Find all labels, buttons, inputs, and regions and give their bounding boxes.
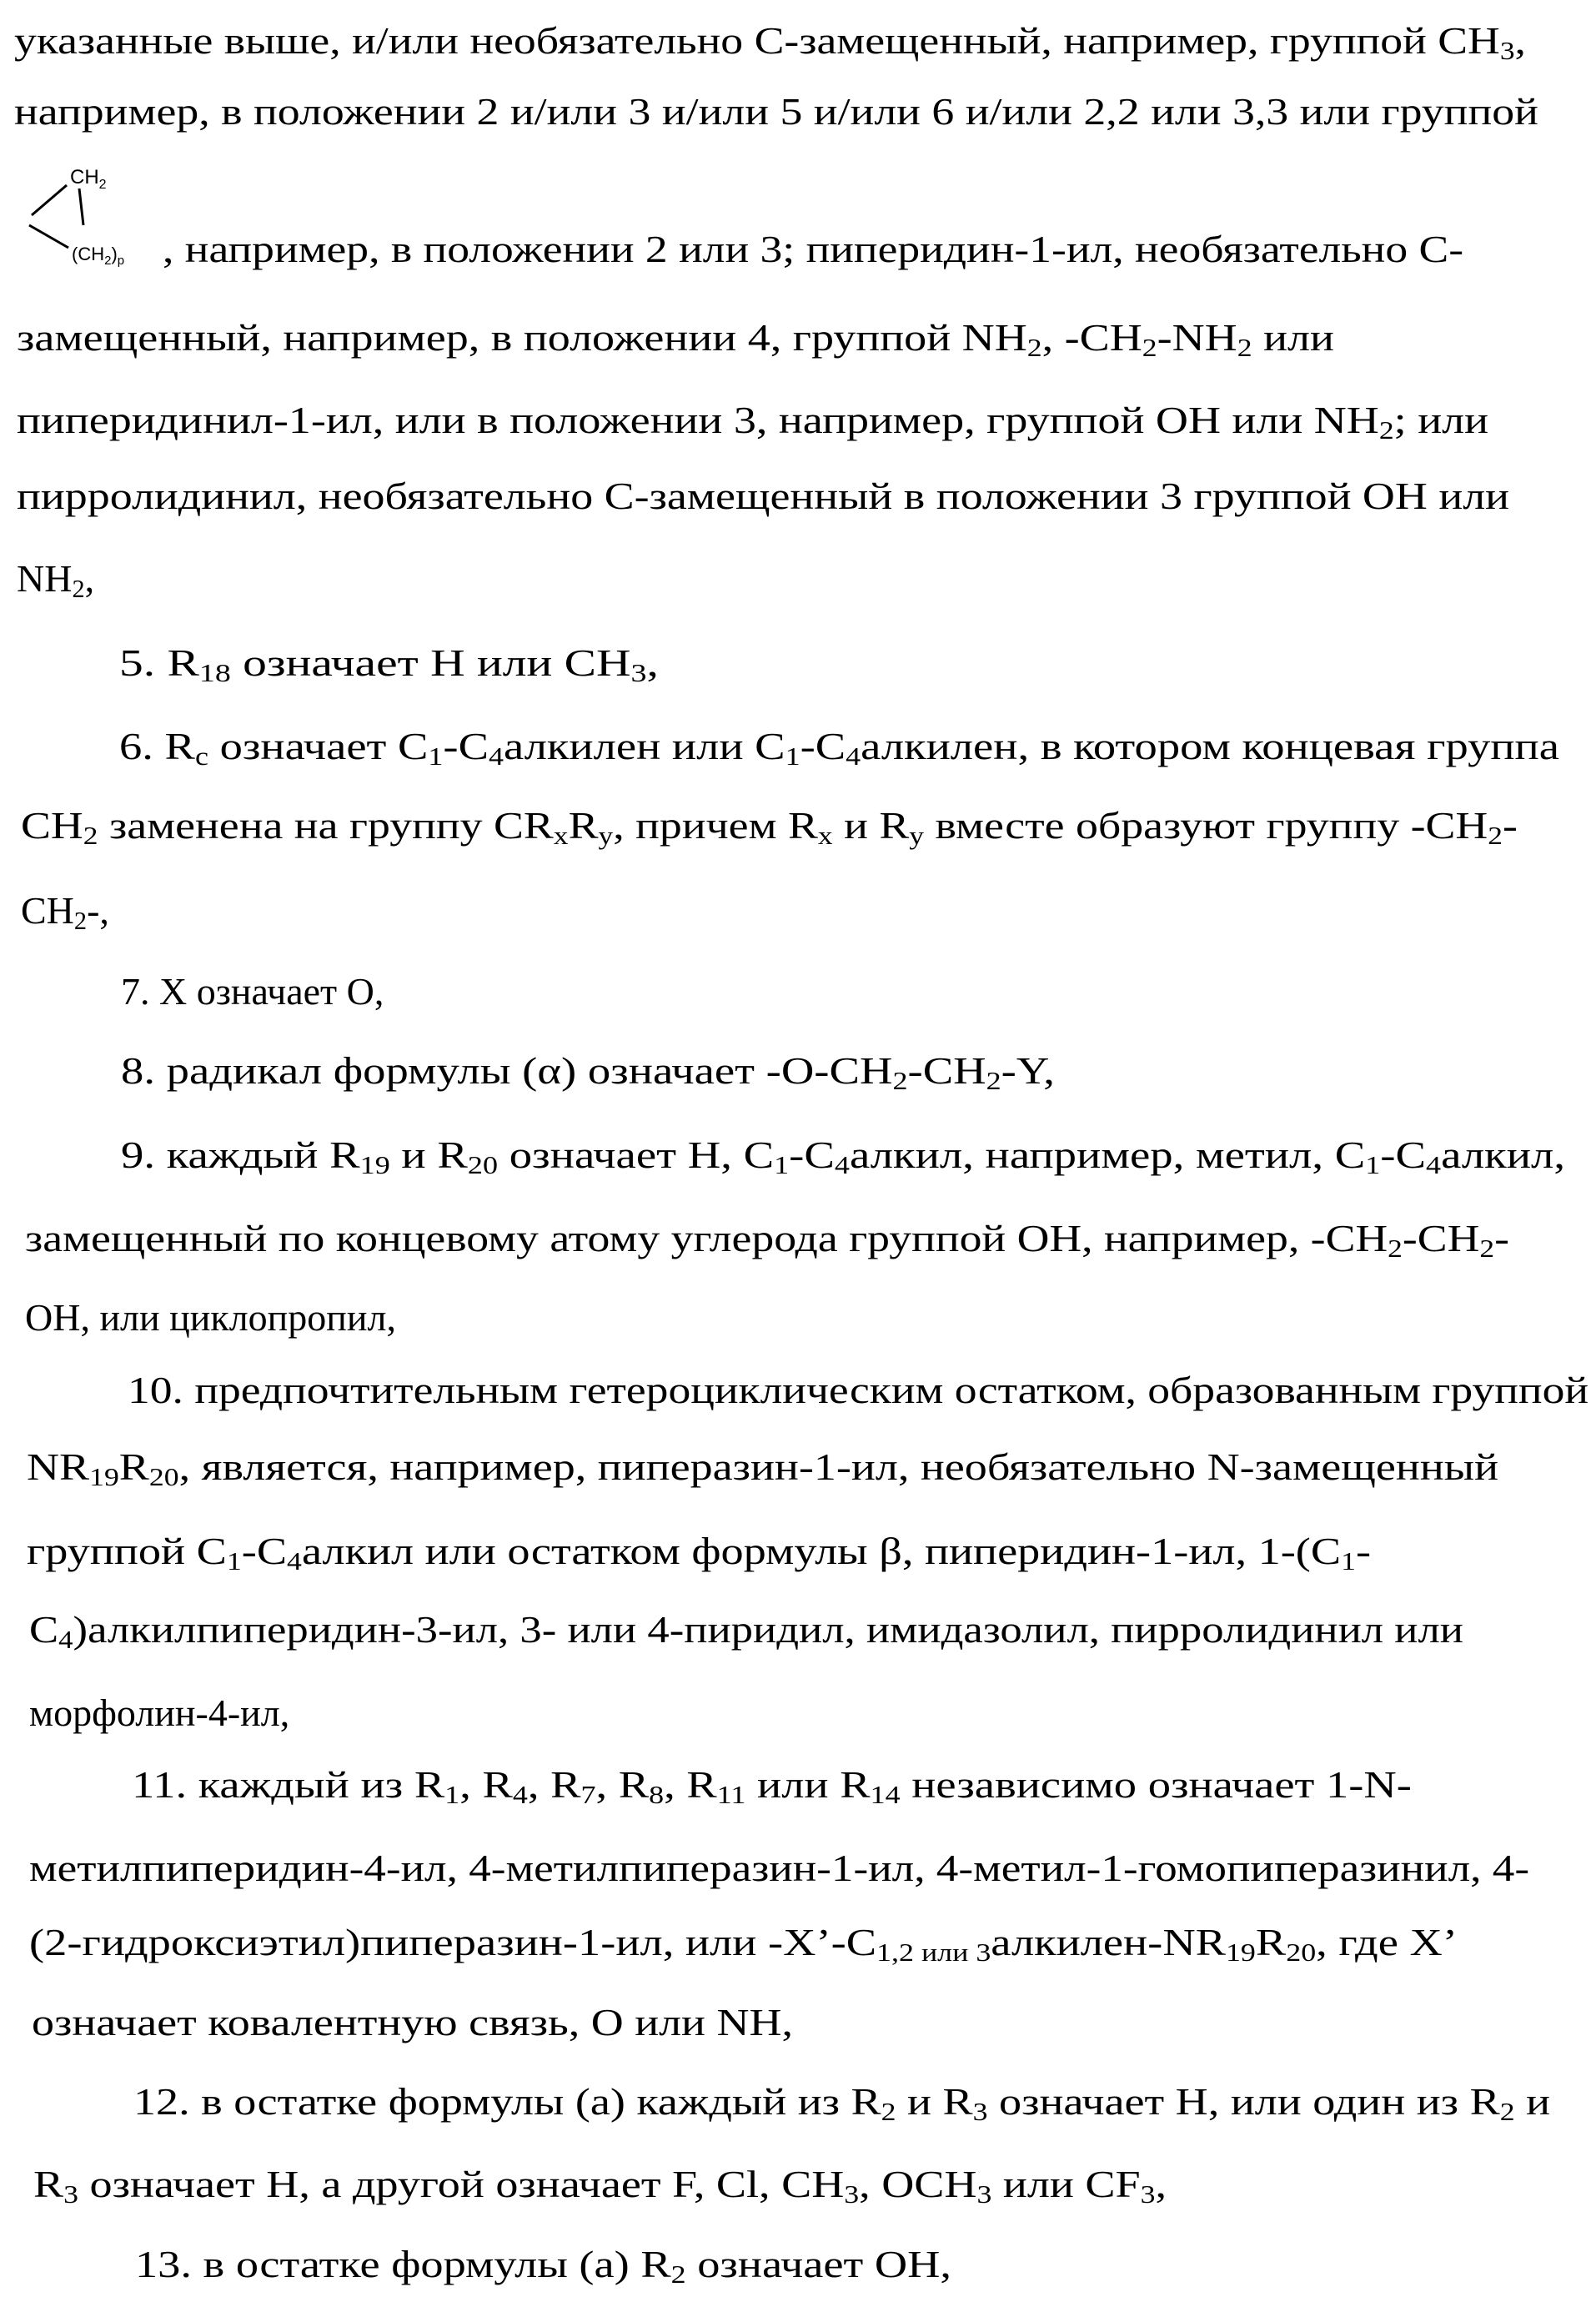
text-run: и R [390,1133,468,1176]
text-run: , R [459,1763,513,1806]
subscript: y [598,822,613,850]
text-line [119,727,1559,766]
text-line [128,1371,1588,1410]
subscript: 1 [444,1781,459,1809]
subscript: 14 [871,1781,901,1809]
text-line [29,1611,1463,1649]
text-run: , R [528,1763,581,1806]
subscript: 4 [287,1547,302,1576]
text-run: алкилен-NR [991,1921,1226,1963]
text-run: алкилен, в котором концевая группа [861,725,1559,767]
subscript: 4 [1426,1151,1441,1179]
subscript: 8 [649,1781,664,1809]
text-run: R [1256,1921,1286,1963]
structure-bond-vertical [79,188,83,225]
subscript: 1 [785,742,801,771]
subscript: c [195,742,208,771]
subscript: 20 [468,1151,498,1179]
text-run: R [33,2163,63,2205]
text-run: OH, или циклопропил, [25,1296,396,1339]
text-run: 8. радикал формулы (α) означает -O-CH [121,1049,892,1092]
subscript: 2 [72,575,84,603]
subscript: 4 [835,1151,850,1179]
subscript: 20 [1286,1938,1316,1967]
text-run: R [569,804,599,847]
subscript: 2 [1027,334,1042,362]
structure-top-label: CH2 [70,166,107,192]
text-run: алкил или остатком формулы β, пиперидин-1-ил, 1-(C [302,1530,1341,1572]
text-line [32,2003,793,2042]
text-run: , является, например, пиперазин-1-ил, необязательно N-замещенный [179,1445,1498,1488]
text-line [17,401,1488,440]
text-run: морфолин-4-ил, [29,1691,289,1734]
text-run: пирролидинил, необязательно С-замещенный в положении 3 группой OH или [17,475,1509,517]
text-run: )алкилпиперидин-3-ил, 3- или 4-пиридил, имидазолил, пирролидинил или [73,1608,1463,1651]
subscript: 19 [89,1463,119,1491]
text-line [163,230,1463,269]
text-run: замещенный, например, в положении 4, группой NH [17,316,1027,359]
text-run: например, в положении 2 и/или 3 и/или 5 и/или 6 и/или 2,2 или 3,3 или группой [14,90,1538,133]
text-line [17,477,1509,515]
subscript: 3 [844,2180,859,2209]
text-run: независимо означает 1-N- [901,1763,1412,1806]
text-run: 6. R [119,725,195,767]
text-run: -CH [907,1049,986,1092]
text-line [14,22,1526,60]
text-line [27,1532,1371,1571]
text-run: , [1155,2163,1167,2205]
subscript: 1 [428,742,443,771]
structure-bond-upper [32,185,67,215]
subscript: 2 [892,1067,907,1095]
text-run: R [119,1445,149,1488]
text-run: метилпиперидин-4-ил, 4-метилпиперазин-1-ил, 4-метил-1-гомопиперазинил, 4- [29,1847,1529,1889]
text-line [17,319,1334,357]
text-run: -CH [1403,1217,1479,1259]
text-run: -NH [1157,316,1237,359]
subscript: 11 [717,1781,746,1809]
text-run: - [1503,804,1518,847]
subscript: 4 [58,1626,73,1654]
text-run: замещенный по концевому атому углерода группой OH, например, -CH [25,1217,1388,1259]
document-page [0,0,1596,2297]
text-run: , OCH [859,2163,976,2205]
text-run: алкил, например, метил, C [850,1133,1365,1176]
text-run: означает H, а другой означает F, Cl, CH [78,2163,844,2205]
text-run: , например, в положении 2 или 3; пиперидин-1-ил, необязательно С- [163,228,1463,270]
text-line [29,1849,1529,1887]
subscript: 2 [986,1067,1001,1095]
subscript: 1 [1341,1547,1356,1576]
text-run: -Y, [1001,1049,1055,1092]
text-line [25,1299,396,1337]
text-run: NR [27,1445,89,1488]
subscript: 3 [63,2180,78,2209]
text-line [121,1052,1055,1090]
text-run: -C [242,1530,287,1572]
text-run: означает OH, [686,2243,951,2285]
text-run: и R [833,804,910,847]
text-line [119,644,659,682]
subscript: 2 [1488,822,1503,850]
structure-bond-lower [29,225,68,248]
text-run: C [29,1608,58,1651]
subscript: 18 [199,659,231,687]
text-run: , причем R [613,804,818,847]
subscript: 20 [149,1463,179,1491]
text-run: 7. X означает O, [121,970,384,1013]
subscript: 19 [360,1151,390,1179]
subscript: 4 [489,742,504,771]
subscript: 1,2 или 3 [876,1938,991,1967]
subscript: y [909,822,924,850]
text-run: , где X’ [1316,1921,1458,1963]
subscript: 2 [1479,1234,1494,1263]
text-line [133,2083,1550,2121]
text-run: алкилен или C [504,725,785,767]
text-run: означает ковалентную связь, O или NH, [32,2001,793,2043]
text-run: -, [87,889,109,932]
text-run: или CF [991,2163,1140,2205]
text-run: или R [745,1763,870,1806]
subscript: 2 [1142,334,1157,362]
text-run: 9. каждый R [121,1133,360,1176]
text-run: - [1356,1530,1371,1572]
text-run: заменена на группу CR [98,804,554,847]
subscript: 2 [83,822,98,850]
text-run: 13. в остатке формулы (a) R [135,2243,671,2285]
subscript: 1 [227,1547,242,1576]
text-run: пиперидинил-1-ил, или в положении 3, например, группой OH или NH [17,399,1379,441]
text-run: -C [1380,1133,1426,1176]
subscript: 3 [1141,2180,1156,2209]
subscript: 3 [1500,37,1515,65]
text-run: - [1494,1217,1509,1259]
text-line [29,1923,1458,1962]
text-run: ; или [1394,399,1488,441]
text-run: 11. каждый из R [132,1763,444,1806]
subscript: 2 [1500,2098,1515,2126]
text-line [14,93,1538,131]
cycloalkyl-structure-svg [17,157,158,274]
subscript: 1 [774,1151,789,1179]
text-line [27,1448,1498,1486]
subscript: 19 [1226,1938,1256,1967]
subscript: 3 [630,659,646,687]
text-run: и [1515,2080,1550,2123]
text-run: означает C [208,725,428,767]
subscript: 2 [1237,334,1252,362]
text-run: , R [595,1763,649,1806]
subscript: 3 [977,2180,992,2209]
text-run: 12. в остатке формулы (a) каждый из R [133,2080,881,2123]
text-line [121,1136,1565,1174]
structure-bottom-label: (CH2)p [72,244,124,268]
text-line [135,2245,951,2284]
text-line [21,807,1518,845]
subscript: 2 [881,2098,896,2126]
subscript: 7 [580,1781,595,1809]
text-run: , R [664,1763,717,1806]
text-run: , [1515,19,1526,62]
subscript: 2 [1388,1234,1403,1263]
text-run: или [1252,316,1334,359]
subscript: 2 [671,2260,686,2289]
text-run: означает H, или один из R [988,2080,1500,2123]
text-run: CH [21,804,83,847]
text-run: , [646,641,658,684]
text-run: CH [21,889,74,932]
text-run: означает H, C [498,1133,774,1176]
subscript: 2 [1379,416,1394,445]
subscript: 2 [74,907,87,935]
text-line [17,560,94,598]
text-run: вместе образуют группу -CH [924,804,1488,847]
text-line [33,2165,1167,2204]
text-line [25,1219,1509,1258]
subscript: 4 [513,1781,528,1809]
text-run: , -CH [1042,316,1142,359]
text-line [132,1766,1412,1804]
text-run: группой C [27,1530,227,1572]
subscript: 3 [973,2098,988,2126]
text-run: , [85,557,95,600]
text-run: NH [17,557,72,600]
subscript: 1 [1365,1151,1380,1179]
subscript: 4 [846,742,861,771]
text-run: 10. предпочтительным гетероциклическим остатком, образованным группой [128,1369,1588,1411]
text-run: означает H или CH [231,641,631,684]
text-line [21,892,109,930]
text-run: и R [896,2080,973,2123]
text-run: указанные выше, и/или необязательно С-замещенный, например, группой CH [14,19,1500,62]
text-line [121,973,384,1011]
text-line [29,1694,289,1732]
subscript: x [818,822,833,850]
text-run: -C [801,725,846,767]
text-run: 5. R [119,641,199,684]
subscript: x [554,822,569,850]
text-run: -C [443,725,489,767]
text-run: алкил, [1441,1133,1565,1176]
text-run: -C [789,1133,835,1176]
text-run: (2-гидроксиэтил)пиперазин-1-ил, или -X’-C [29,1921,876,1963]
cycloalkyl-structure-diagram [17,157,158,274]
